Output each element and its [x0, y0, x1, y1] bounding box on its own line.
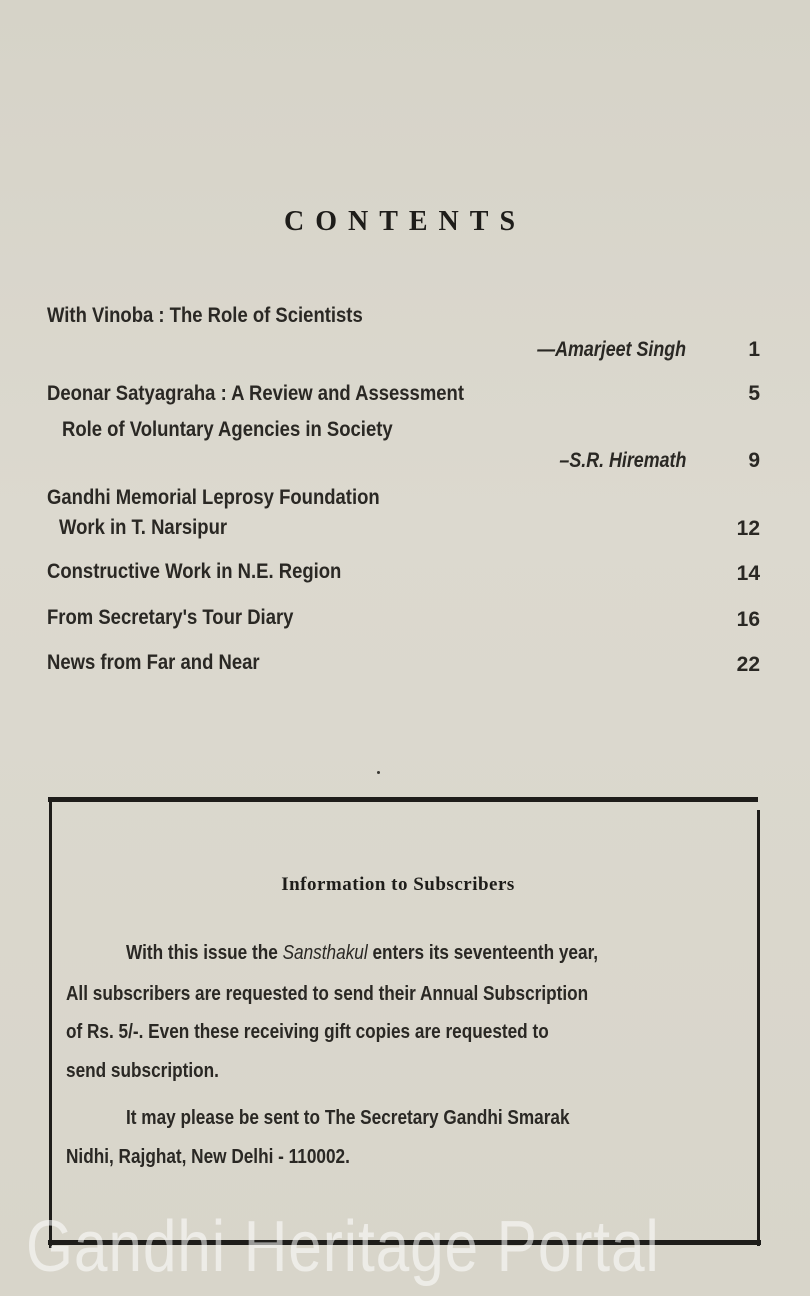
- box-border-top: [48, 797, 758, 802]
- toc-entry-page: 22: [736, 653, 760, 676]
- toc-entry-title: Role of Voluntary Agencies in Society: [62, 418, 393, 441]
- toc-entry-title: Gandhi Memorial Leprosy Foundation: [47, 486, 380, 509]
- info-line: of Rs. 5/-. Even these receiving gift copies are requested to: [66, 1021, 549, 1043]
- toc-entry-author: –S.R. Hiremath: [559, 449, 686, 472]
- toc-entry-page: 12: [736, 517, 760, 540]
- toc-entry-title: From Secretary's Tour Diary: [47, 606, 294, 629]
- speck: [377, 771, 380, 774]
- contents-title: CONTENTS: [283, 206, 527, 237]
- watermark: Gandhi Heritage Portal: [26, 1207, 660, 1287]
- info-line: It may please be sent to The Secretary Gandhi Smarak: [126, 1107, 570, 1129]
- info-heading: Information to Subscribers: [281, 874, 515, 895]
- box-border-left: [49, 800, 52, 1248]
- info-text: enters its seventeenth year,: [367, 942, 599, 964]
- info-line: All subscribers are requested to send their Annual Subscription: [66, 983, 589, 1005]
- toc-entry-title: Constructive Work in N.E. Region: [47, 560, 342, 583]
- toc-entry-title: With Vinoba : The Role of Scientists: [47, 304, 363, 327]
- info-line: Nidhi, Rajghat, New Delhi - 110002.: [66, 1146, 350, 1168]
- toc-entry-page: 9: [748, 449, 760, 472]
- info-text: With this issue the: [126, 942, 283, 964]
- toc-entry-author: —Amarjeet Singh: [537, 338, 686, 361]
- toc-entry-page: 5: [748, 382, 760, 405]
- toc-entry-page: 1: [748, 338, 760, 361]
- info-line: [126, 942, 711, 965]
- magazine-name: Sansthakul: [282, 942, 368, 964]
- toc-entry-title: News from Far and Near: [47, 651, 260, 674]
- toc-entry-page: 14: [736, 562, 760, 585]
- info-line: send subscription.: [66, 1060, 219, 1082]
- toc-entry-page: 16: [736, 608, 760, 631]
- toc-entry-title: Deonar Satyagraha : A Review and Assessment: [47, 382, 464, 405]
- toc-entry-title-line2: Work in T. Narsipur: [59, 516, 228, 539]
